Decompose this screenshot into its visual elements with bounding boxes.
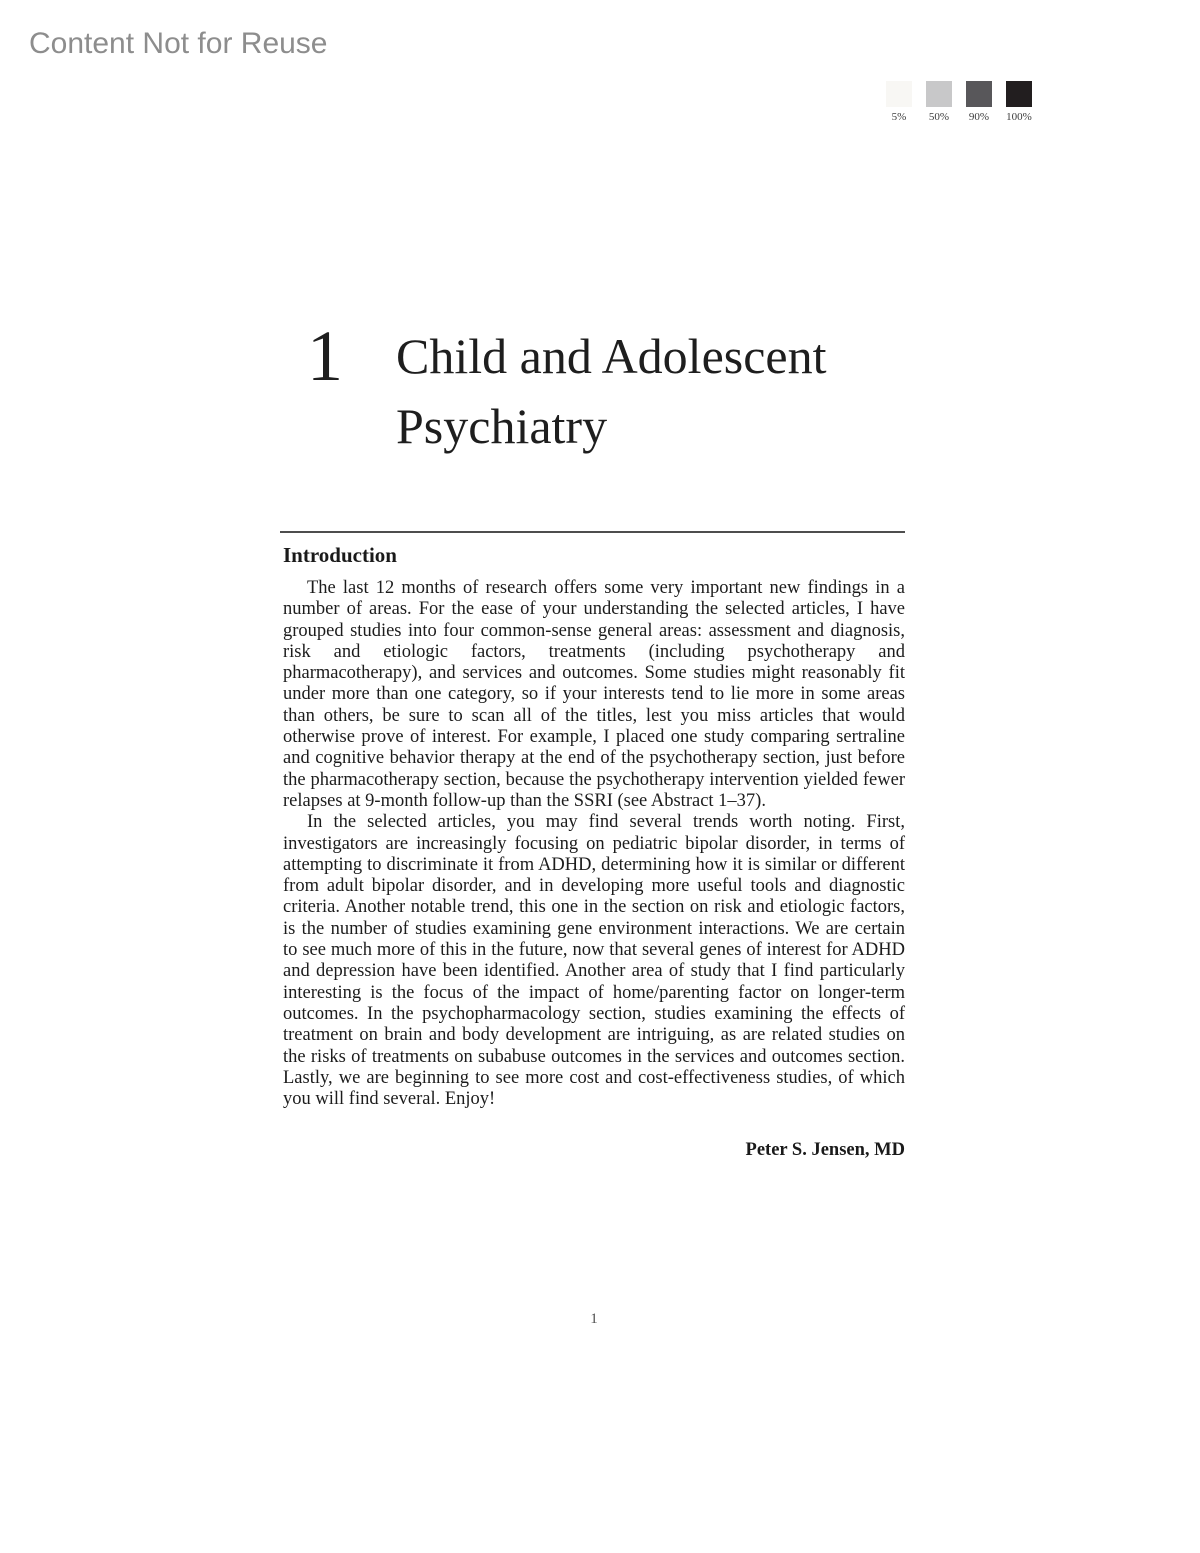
section-divider-rule (280, 531, 905, 533)
swatch-label: 50% (928, 111, 950, 123)
calibration-swatch (926, 81, 952, 123)
swatch-label: 90% (968, 111, 990, 123)
swatch-label: 100% (1006, 111, 1032, 123)
swatch-color-box (926, 81, 952, 107)
author-signature: Peter S. Jensen, MD (745, 1140, 905, 1161)
watermark-text: Content Not for Reuse (29, 27, 328, 60)
page-number: 1 (590, 1311, 598, 1327)
calibration-swatch (1006, 81, 1032, 123)
section-heading: Introduction (283, 543, 397, 567)
calibration-strip (886, 81, 1032, 123)
swatch-color-box (1006, 81, 1032, 107)
introduction-body (283, 578, 905, 1162)
chapter-number: 1 (307, 316, 343, 396)
paragraph: In the selected articles, you may find several trends worth noting. First, investigators are increasingly focusing on pediatric bipolar disorder, in terms of attempting to discriminate it from ADHD, determining how it is similar or different from adult bipolar disorder, and in developing more useful tools and diagnostic criteria. Another notable trend, this one in the section on risk and etiologic factors, is the number of studies examining gene environment interactions. We are certain to see much more of this in the future, now that several genes of interest for ADHD and depression have been identified. Another area of study that I find particularly interesting is the focus of the impact of home/parenting factor on longer-term outcomes. In the psychopharmacology section, studies examining the effects of treatment on brain and body development are intriguing, as are related studies on the risks of treatments on subabuse outcomes in the services and outcomes section. Lastly, we are beginning to see more cost and cost-effectiveness studies, of which you will find several. Enjoy! (283, 812, 905, 1110)
swatch-label: 5% (891, 111, 907, 123)
text-column (283, 0, 905, 1553)
paragraph: The last 12 months of research offers some very important new findings in a number of areas. For the ease of your understanding the selected articles, I have grouped studies into four common-sense general areas: assessment and diagnosis, risk and etiologic factors, treatments (including psychotherapy and pharmacotherapy), and services and outcomes. Some studies might reasonably fit under more than one category, so if your interests tend to lie more in some areas than others, be sure to scan all of the titles, lest you miss articles that would otherwise prove of interest. For example, I placed one study comparing sertraline and cognitive behavior therapy at the end of the psychotherapy section, just before the pharmacotherapy section, because the psychotherapy intervention yielded fewer relapses at 9-month follow-up than the SSRI (see Abstract 1–37). (283, 578, 905, 811)
calibration-swatch (966, 81, 992, 123)
swatch-color-box (966, 81, 992, 107)
chapter-title: Child and Adolescent Psychiatry (396, 328, 827, 454)
